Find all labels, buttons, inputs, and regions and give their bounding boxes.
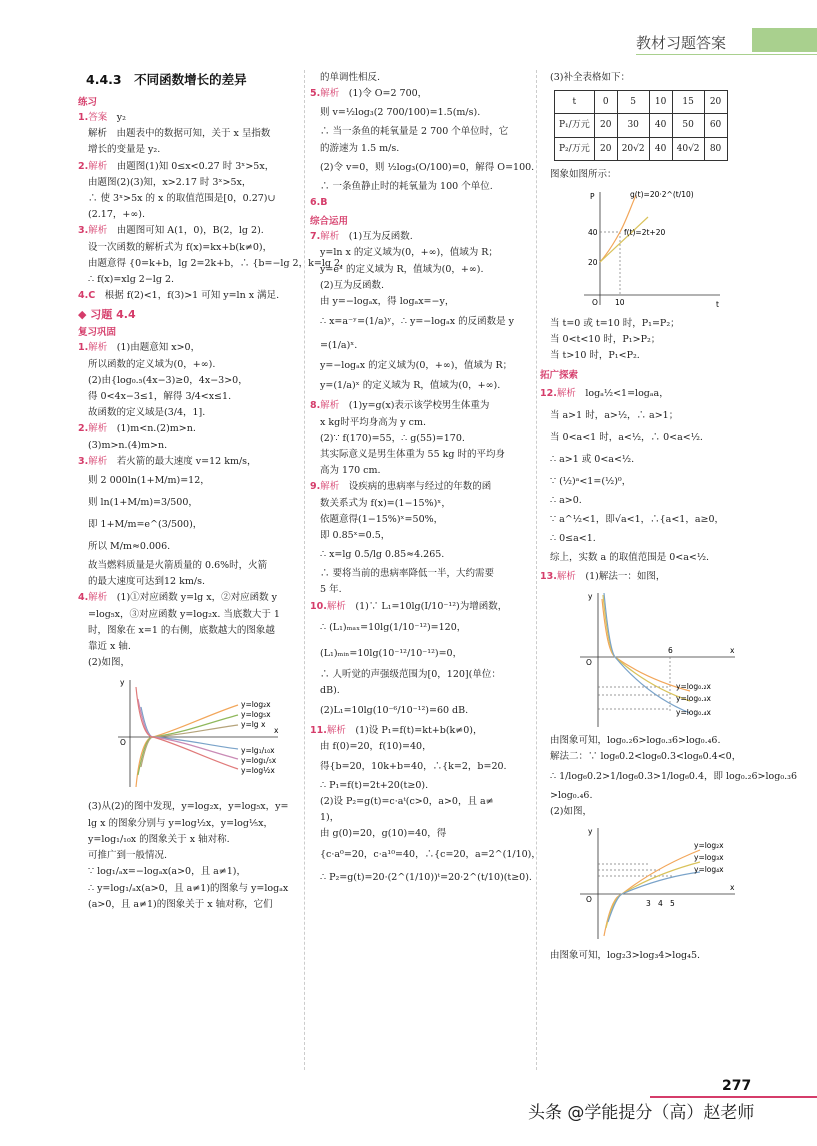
x-axis-label: x bbox=[730, 883, 735, 893]
table-cell: 80 bbox=[704, 137, 727, 160]
analysis-tag: 解析 bbox=[88, 225, 108, 237]
log-decreasing-figure bbox=[570, 589, 740, 729]
text-line: 当 0<t<10 时，P₁>P₂； bbox=[550, 334, 661, 346]
text-line: (2)L₁=10lg(10⁻⁶/10⁻¹²)=60 dB. bbox=[320, 705, 469, 717]
text-line: 由题图(2)(3)知，x>2.17 时 3ˣ>5x， bbox=[88, 176, 252, 188]
text-line: (a>0，且 a≠1)的图象关于 x 轴对称，它们 bbox=[88, 898, 273, 910]
q-number: 1. bbox=[78, 342, 89, 354]
q-number: 1. bbox=[78, 112, 89, 123]
text: (1)①对应函数 y=lg x，②对应函数 y bbox=[116, 592, 277, 604]
analysis-tag: 解析 bbox=[88, 592, 108, 604]
text-line: 故函数的定义域是(3/4，1]. bbox=[88, 407, 206, 419]
curve-log-half bbox=[136, 687, 238, 769]
table-cell: 0 bbox=[594, 91, 617, 114]
growth-graph-figure bbox=[570, 187, 730, 312]
text-line: y=−logₐx 的定义域为(0，+∞)，值域为 R； bbox=[320, 360, 513, 372]
text-line: (2)互为反函数. bbox=[320, 279, 384, 291]
q-number: 12. bbox=[540, 387, 557, 399]
text-line: 则 v=½log₃(2 700/100)=1.5(m/s). bbox=[320, 107, 481, 119]
table-cell: 60 bbox=[704, 114, 727, 137]
q-number: 10. bbox=[310, 600, 327, 612]
text-line: 当 0<a<1 时，a<½，∴ 0<a<½. bbox=[550, 431, 703, 443]
text-line: 数关系式为 f(x)=(1−15%)ˣ， bbox=[320, 497, 451, 509]
table-cell: 50 bbox=[672, 114, 704, 137]
tick-40: 40 bbox=[588, 228, 598, 238]
text-line: ∴ P₁=f(t)=2t+20(t≥0). bbox=[320, 779, 429, 791]
analysis-tag: 解析 bbox=[556, 571, 576, 583]
text-line: ∴ 使 3ˣ>5x 的 x 的取值范围是[0，0.27)∪ bbox=[88, 193, 276, 205]
data-table bbox=[554, 90, 728, 161]
text-line: (2)如图， bbox=[550, 805, 592, 817]
text-line: 5 年. bbox=[320, 584, 342, 596]
curve-label-g: g(t)=20·2^(t/10) bbox=[630, 190, 694, 200]
origin-label: O bbox=[592, 298, 598, 308]
text-line: lg x 的图象分别与 y=log½x，y=log⅕x， bbox=[88, 817, 273, 829]
text-line: x kg时平均身高为 y cm. bbox=[320, 416, 426, 428]
exercise-heading: ◆ 习题 4.4 bbox=[78, 308, 136, 322]
text-line: (2)由{log₀.₅(4x−3)≥0，4x−3>0， bbox=[88, 374, 248, 386]
table-cell: 20√2 bbox=[617, 137, 649, 160]
section-title: 4.4.3 不同函数增长的差异 bbox=[86, 72, 247, 87]
text: (1)m<n.(2)m>n. bbox=[116, 423, 196, 435]
column-divider bbox=[304, 70, 306, 1070]
table-cell: t bbox=[555, 91, 595, 114]
text: (1)令 O=2 700， bbox=[348, 88, 428, 100]
analysis-tag: 解析 bbox=[320, 88, 340, 100]
tick-6: 6 bbox=[668, 646, 673, 656]
q-number: 7. bbox=[310, 231, 321, 243]
text-line: 的单调性相反. bbox=[320, 72, 381, 83]
text: 由题图(1)知 0≤x<0.27 时 3ˣ>5x， bbox=[116, 160, 275, 172]
text: logₐ½<1=logₐa， bbox=[585, 387, 669, 399]
header-title: 教材习题答案 bbox=[636, 34, 727, 52]
curve-label: y=log₂x bbox=[694, 841, 724, 851]
text: (1)∵ L₁=10lg(I/10⁻¹²)为增函数， bbox=[355, 600, 508, 612]
log-increasing-figure bbox=[570, 824, 740, 944]
text-line: ∴ 要将当前的患病率降低一半，大约需要 bbox=[320, 568, 495, 580]
tick-10: 10 bbox=[615, 298, 625, 308]
curve-label: y=log₁/₅x bbox=[241, 756, 277, 766]
text-line: (2)∵ f(170)=55，∴ g(55)=170. bbox=[320, 432, 465, 444]
text-line: dB). bbox=[320, 685, 340, 697]
text-line: >log₀.₄6. bbox=[550, 789, 593, 801]
table-cell: P₁/万元 bbox=[555, 114, 595, 137]
header-rule bbox=[636, 54, 817, 55]
text-line: (2.17，+∞). bbox=[88, 209, 145, 221]
table-row bbox=[555, 137, 728, 160]
text: 根据 f(2)<1，f(3)>1 可知 y=ln x 满足. bbox=[104, 290, 280, 302]
q-number: 4.C bbox=[78, 290, 96, 302]
q-number: 11. bbox=[310, 725, 327, 737]
q-number: 5. bbox=[310, 88, 321, 100]
table-row bbox=[555, 114, 728, 137]
curve-label: y=log½x bbox=[241, 766, 275, 776]
tick-4: 4 bbox=[658, 899, 663, 909]
text-line: 得{b=20，10k+b=40，∴{k=2，b=20. bbox=[320, 760, 507, 772]
curve-label: y=log₀.₃x bbox=[676, 694, 711, 704]
text-line: 由图象可知，log₂3>log₃4>log₄5. bbox=[550, 950, 701, 962]
analysis-tag: 解析 bbox=[88, 455, 108, 467]
analysis-tag: 解析 bbox=[556, 387, 576, 399]
origin-label: O bbox=[586, 658, 592, 668]
q-number: 3. bbox=[78, 225, 89, 237]
curve-log4 bbox=[608, 872, 700, 922]
text-line: =(1/a)ˣ. bbox=[320, 340, 358, 352]
analysis-tag: 解析 bbox=[320, 231, 340, 243]
table-cell: 30 bbox=[617, 114, 649, 137]
table-cell: P₂/万元 bbox=[555, 137, 595, 160]
text-line: (3)补全表格如下： bbox=[550, 72, 630, 83]
answer-tag: 答案 bbox=[88, 112, 108, 123]
text-line: ∵ a^½<1，即√a<1，∴{a<1，a≥0， bbox=[550, 513, 725, 525]
text-line: 由 y=−logₐx，得 logₐx=−y， bbox=[320, 296, 455, 308]
tick-20: 20 bbox=[588, 258, 598, 268]
text-line: ∴ x=a⁻ʸ=(1/a)ʸ，∴ y=−logₐx 的反函数是 y bbox=[320, 316, 515, 328]
text: (1)设 P₁=f(t)=kt+b(k≠0)， bbox=[355, 725, 483, 737]
text-line: 当 a>1 时，a>½，∴ a>1； bbox=[550, 409, 679, 421]
text-line: 解法二：∵ log₆0.2<log₆0.3<log₆0.4<0， bbox=[550, 751, 742, 763]
analysis-tag: 解析 bbox=[320, 481, 340, 493]
analysis-tag: 解析 bbox=[88, 423, 108, 435]
table-cell: 5 bbox=[617, 91, 649, 114]
header-accent-bar bbox=[752, 28, 817, 52]
table-cell: 20 bbox=[704, 91, 727, 114]
table-cell: 20 bbox=[594, 137, 617, 160]
text-line: 的最大速度可达到12 km/s. bbox=[88, 576, 205, 588]
text-line: (3)m>n.(4)m>n. bbox=[88, 439, 168, 451]
text-line: 1)， bbox=[320, 812, 340, 824]
t-axis-label: t bbox=[716, 300, 719, 310]
text-line: 靠近 x 轴. bbox=[88, 641, 131, 653]
text-line: ∴ 当一条鱼的耗氧量是 2 700 个单位时，它 bbox=[320, 126, 509, 138]
curve-log2 bbox=[604, 850, 700, 936]
text: (1)解法一：如图， bbox=[585, 571, 666, 583]
text-line: ∴ f(x)=xlg 2−lg 2. bbox=[88, 274, 175, 286]
curve-lg bbox=[141, 725, 238, 767]
text-line: 则 2 000ln(1+M/m)=12， bbox=[88, 475, 210, 487]
text-line: ∴ (L₁)ₘₐₓ=10lg(1/10⁻¹²)=120， bbox=[320, 621, 467, 633]
text-line: y=eˣ 的定义域为 R，值域为(0，+∞). bbox=[320, 263, 484, 275]
text-line: 其实际意义是男生体重为 55 kg 时的平均身 bbox=[320, 449, 505, 461]
text-line: 增长的变量是 y₂. bbox=[88, 144, 161, 156]
curve-label: y=log₃x bbox=[694, 853, 724, 863]
text-line: 综上，实数 a 的取值范围是 0<a<½. bbox=[550, 552, 710, 564]
text-line: =log₅x，③对应函数 y=log₂x. 当底数大于 1 bbox=[88, 608, 280, 620]
curve-label: y=log₂x bbox=[241, 700, 271, 710]
q-number: 9. bbox=[310, 481, 321, 493]
q-number: 13. bbox=[540, 571, 557, 583]
table-cell: 40√2 bbox=[672, 137, 704, 160]
q-number: 2. bbox=[78, 423, 89, 435]
table-cell: 10 bbox=[649, 91, 672, 114]
p-axis-label: P bbox=[590, 192, 595, 202]
text-line: 由题意得 {0=k+b，lg 2=2k+b，∴ {b=−lg 2，k=lg 2， bbox=[88, 257, 350, 269]
curve-label: y=log₀.₄x bbox=[676, 708, 711, 718]
text-line: 由 f(0)=20，f(10)=40， bbox=[320, 741, 432, 753]
x-axis-label: x bbox=[730, 646, 735, 656]
curve-log02 bbox=[602, 599, 690, 691]
curve-label: y=lg x bbox=[241, 720, 266, 730]
curve-label: y=log₀.₂x bbox=[676, 682, 711, 692]
q6-answer: 6.B bbox=[310, 197, 328, 209]
text-line: y=log₁/₁₀x 的图象关于 x 轴对称. bbox=[88, 833, 230, 845]
text-line: 图象如图所示： bbox=[550, 168, 617, 180]
analysis-tag: 解析 bbox=[88, 160, 108, 172]
text-line: (2)如图， bbox=[88, 657, 130, 669]
origin-label: O bbox=[120, 738, 126, 748]
text-line: 的游速为 1.5 m/s. bbox=[320, 142, 400, 154]
text-line: 即 0.85ˣ=0.5， bbox=[320, 530, 391, 542]
text-line: (L₁)ₘᵢₙ=10lg(10⁻¹²/10⁻¹²)=0， bbox=[320, 647, 463, 659]
text-line: 即 1+M/m=e^(3/500)， bbox=[88, 519, 203, 531]
analysis-tag: 解析 bbox=[326, 725, 346, 737]
origin-label: O bbox=[586, 895, 592, 905]
y-axis-label: y bbox=[588, 592, 593, 602]
explore-heading: 拓广探索 bbox=[540, 369, 579, 381]
review-heading: 复习巩固 bbox=[78, 327, 117, 339]
text-line: ∴ y=log₁/ₐx(a>0，且 a≠1)的图象与 y=logₐx bbox=[88, 882, 289, 894]
tick-5: 5 bbox=[670, 899, 675, 909]
text-line: (2)令 v=0，则 ½log₃(O/100)=0，解得 O=100. bbox=[320, 161, 535, 173]
table-cell: 40 bbox=[649, 137, 672, 160]
watermark: 头条 @学能提分（高）赵老师 bbox=[528, 1103, 755, 1123]
answer-text: y₂ bbox=[116, 112, 126, 123]
text-line: ∴ 1/log₆0.2>1/log₆0.3>1/log₆0.4，即 log₀.₂6>log₀.₃6 bbox=[550, 770, 798, 782]
text-line: ∴ 一条鱼静止时的耗氧量为 100 个单位. bbox=[320, 180, 493, 192]
text-line: 解析 由题表中的数据可知，关于 x 呈指数 bbox=[88, 128, 271, 140]
text-line: ∴ 0≤a<1. bbox=[550, 532, 596, 544]
text-line: 得 0<4x−3≤1，解得 3/4<x≤1. bbox=[88, 391, 232, 403]
analysis-tag: 解析 bbox=[320, 400, 340, 412]
text-line: y=ln x 的定义域为(0，+∞)，值域为 R； bbox=[320, 247, 498, 259]
table-cell: 40 bbox=[649, 114, 672, 137]
column-2 bbox=[310, 70, 541, 889]
text-line: (3)从(2)的图中发现，y=log₂x，y=log₅x，y= bbox=[88, 801, 289, 813]
practice-heading: 练习 bbox=[78, 97, 98, 108]
text-line: ∴ x=lg 0.5/lg 0.85≈4.265. bbox=[320, 549, 445, 561]
text-line: 可推广到一般情况. bbox=[88, 850, 168, 862]
text-line: 当 t=0 或 t=10 时，P₁=P₂； bbox=[550, 318, 680, 330]
text-line: 由图象可知，log₀.₂6>log₀.₃6>log₀.₄6. bbox=[550, 735, 721, 747]
text-line: ∴ P₂=g(t)=20·(2^(1/10))ᵗ=20·2^(t/10)(t≥0). bbox=[320, 871, 532, 883]
column-divider bbox=[536, 70, 538, 1070]
table-cell: 20 bbox=[594, 114, 617, 137]
text-line: ∵ (½)ᵃ<1=(½)⁰， bbox=[550, 475, 632, 487]
text-line: ∵ log₁/ₐx=−logₐx(a>0，且 a≠1)， bbox=[88, 866, 246, 878]
x-axis-label: x bbox=[274, 726, 279, 736]
log-graph-figure bbox=[108, 675, 288, 795]
text-line: 当 t>10 时，P₁<P₂. bbox=[550, 350, 640, 362]
text: 由题图可知 A(1，0)，B(2，lg 2). bbox=[116, 225, 264, 237]
text-line: 依题意得(1−15%)ˣ=50%， bbox=[320, 513, 444, 525]
text: (1)由题意知 x>0， bbox=[116, 342, 201, 354]
page-number: 277 bbox=[722, 1078, 752, 1094]
column-3 bbox=[540, 70, 798, 964]
apply-heading: 综合运用 bbox=[310, 216, 349, 228]
text-line: ∴ a>1 或 0<a<½. bbox=[550, 453, 635, 465]
table-row bbox=[555, 91, 728, 114]
text-line: ∴ a>0. bbox=[550, 494, 582, 506]
curve-lg-tenth bbox=[141, 707, 238, 749]
y-axis-label: y bbox=[588, 827, 593, 837]
text-line: 时，图象在 x=1 的右侧，底数越大的图象越 bbox=[88, 624, 275, 636]
text-line: 所以函数的定义域为(0，+∞). bbox=[88, 358, 216, 370]
text-line: 则 ln(1+M/m)=3/500， bbox=[88, 497, 198, 509]
q-number: 4. bbox=[78, 592, 89, 604]
text-line: 高为 170 cm. bbox=[320, 465, 381, 477]
text-line: 故当燃料质量是火箭质量的 0.6%时，火箭 bbox=[88, 560, 268, 572]
text-line: {c·a⁰=20，c·a¹⁰=40，∴{c=20，a=2^(1/10)， bbox=[320, 848, 541, 860]
q-number: 8. bbox=[310, 400, 321, 412]
curve-label: y=lg₁/₁₀x bbox=[241, 746, 275, 756]
analysis-tag: 解析 bbox=[326, 600, 346, 612]
tick-3: 3 bbox=[646, 899, 651, 909]
text-line: ∴ 人听觉的声强级范围为[0，120](单位： bbox=[320, 668, 501, 680]
q-number: 3. bbox=[78, 455, 89, 467]
curve-label-f: f(t)=2t+20 bbox=[624, 228, 666, 238]
curve-label: y=log₅x bbox=[241, 710, 271, 720]
text-line: (2)设 P₂=g(t)=c·aᵗ(c>0，a>0，且 a≠ bbox=[320, 795, 494, 807]
curve-log2 bbox=[136, 705, 238, 787]
text-line: 所以 M/m≈0.006. bbox=[88, 541, 171, 553]
text-line: 由 g(0)=20，g(10)=40，得 bbox=[320, 828, 447, 840]
text: (1)y=g(x)表示该学校男生体重为 bbox=[348, 400, 490, 412]
text: (1)互为反函数. bbox=[348, 231, 413, 243]
text: 设疾病的患病率与经过的年数的函 bbox=[348, 481, 492, 493]
curve-label: y=log₄x bbox=[694, 865, 724, 875]
text-line: y=(1/a)ˣ 的定义域为 R，值域为(0，+∞). bbox=[320, 380, 501, 392]
text: 若火箭的最大速度 v=12 km/s， bbox=[116, 455, 257, 467]
analysis-tag: 解析 bbox=[88, 342, 108, 354]
table-cell: 15 bbox=[672, 91, 704, 114]
text-line: 设一次函数的解析式为 f(x)=kx+b(k≠0)， bbox=[88, 241, 273, 253]
q-number: 2. bbox=[78, 160, 89, 172]
y-axis-label: y bbox=[120, 678, 125, 688]
